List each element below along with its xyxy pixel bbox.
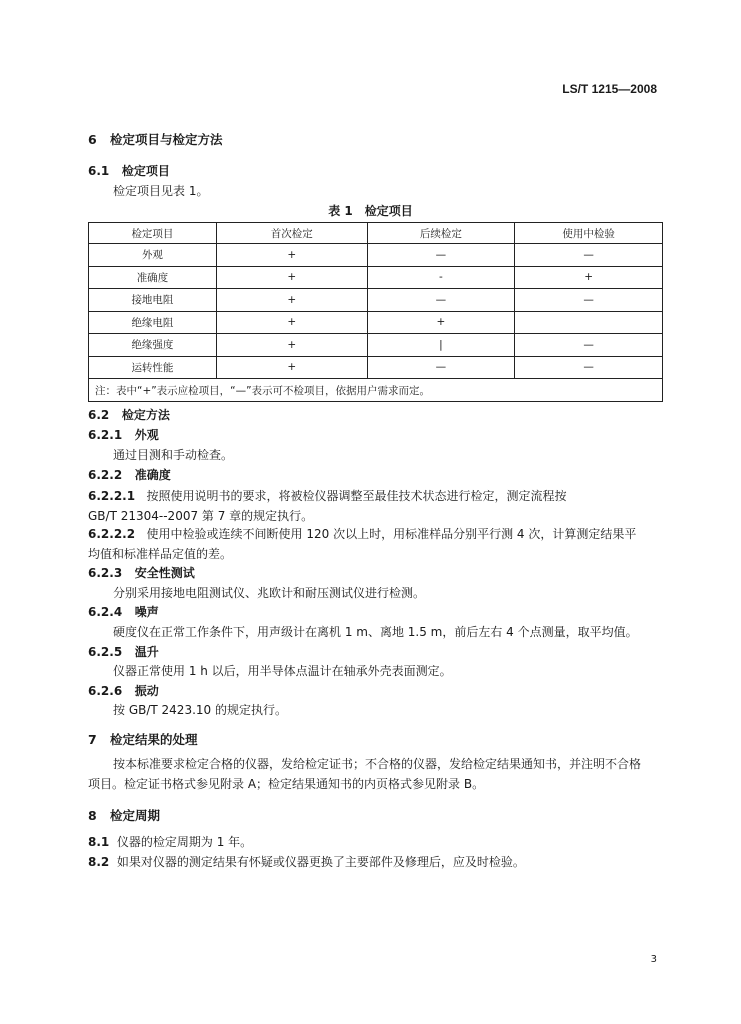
- paragraph-text: 如果对仪器的测定结果有怀疑或仪器更换了主要部件及修理后，应及时检验。: [116, 855, 525, 869]
- table-cell: +: [515, 266, 663, 289]
- section-number: 6.2.2: [88, 468, 123, 482]
- table-row: [89, 266, 663, 289]
- section-6-2-1-text: 通过目测和手动检查。: [113, 448, 234, 462]
- section-6-2-3-heading: [88, 564, 195, 581]
- section-6-2-5-text: 仪器正常使用 1 h 以后，用半导体点温计在轴承外壳表面测定。: [113, 664, 452, 678]
- section-number: 6: [88, 132, 97, 147]
- section-title: 检定方法: [121, 408, 170, 422]
- section-number: 6.1: [88, 164, 110, 178]
- section-6-2-2-1-line1: [88, 487, 567, 504]
- table-header-row: [89, 223, 663, 244]
- section-number: 6.2.5: [88, 645, 123, 659]
- section-7-line1: 按本标准要求检定合格的仪器，发给检定证书；不合格的仪器，发给检定结果通知书，并注明不合格: [113, 757, 642, 771]
- section-title: 检定项目: [121, 164, 170, 178]
- section-title: 检定结果的处理: [110, 732, 198, 747]
- section-number: 8: [88, 808, 97, 823]
- section-7-heading: [88, 730, 198, 748]
- section-7-line2: 项目。检定证书格式参见附录 A；检定结果通知书的内页格式参见附录 B。: [88, 777, 485, 791]
- section-6-2-heading: [88, 406, 170, 423]
- section-6-2-5-heading: [88, 643, 159, 660]
- section-6-2-6-heading: [88, 682, 159, 699]
- table-row: [89, 356, 663, 379]
- section-title: 检定项目与检定方法: [110, 132, 223, 147]
- section-8-2: [88, 853, 525, 870]
- table-row: [89, 334, 663, 357]
- section-number: 8.2: [88, 855, 110, 869]
- section-8-1: [88, 833, 252, 850]
- section-6-2-2-heading: [88, 466, 171, 483]
- section-6-2-2-2-line1: [88, 525, 636, 542]
- column-header: 检定项目: [89, 223, 217, 244]
- section-number: 6.2: [88, 408, 110, 422]
- table-cell-item: 运转性能: [89, 356, 217, 379]
- section-title: 安全性测试: [134, 566, 195, 580]
- section-title: 噪声: [134, 605, 159, 619]
- table-cell: +: [216, 266, 367, 289]
- section-number: 6.2.1: [88, 428, 123, 442]
- table-cell-item: 绝缘强度: [89, 334, 217, 357]
- section-number: 6.2.4: [88, 605, 123, 619]
- section-6-2-4-heading: [88, 603, 159, 620]
- table-cell-item: 绝缘电阻: [89, 311, 217, 334]
- table-cell: —: [515, 356, 663, 379]
- table-cell: —: [515, 334, 663, 357]
- inspection-items-table: [88, 222, 663, 402]
- section-title: 检定周期: [110, 808, 161, 823]
- section-6-2-6-text: 按 GB/T 2423.10 的规定执行。: [113, 703, 287, 717]
- section-number: 6.2.2.1: [88, 489, 136, 503]
- paragraph-text: 仪器的检定周期为 1 年。: [116, 835, 253, 849]
- table-row: [89, 244, 663, 267]
- section-6-2-3-text: 分别采用接地电阻测试仪、兆欧计和耐压测试仪进行检测。: [113, 586, 426, 600]
- table-cell: —: [515, 289, 663, 312]
- table-cell: +: [216, 356, 367, 379]
- section-title: 温升: [134, 645, 159, 659]
- table-cell: +: [216, 289, 367, 312]
- table-cell: +: [216, 334, 367, 357]
- section-number: 8.1: [88, 835, 110, 849]
- table-cell-item: 外观: [89, 244, 217, 267]
- section-6-1-text: 检定项目见表 1。: [113, 184, 209, 198]
- paragraph-text: 按照使用说明书的要求，将被检仪器调整至最佳技术状态进行检定，测定流程按: [146, 489, 567, 503]
- table-note: 注：表中“+”表示应检项目，“—”表示可不检项目，依据用户需求而定。: [89, 379, 663, 402]
- standard-code: LS/T 1215—2008: [562, 82, 657, 96]
- table-cell: +: [216, 311, 367, 334]
- section-number: 6.2.6: [88, 684, 123, 698]
- table-note-row: [89, 379, 663, 402]
- section-6-2-2-1-line2: GB/T 21304--2007 第 7 章的规定执行。: [88, 509, 314, 523]
- column-header: 后续检定: [367, 223, 515, 244]
- section-6-2-1-heading: [88, 426, 159, 443]
- section-8-heading: [88, 806, 160, 824]
- section-title: 外观: [134, 428, 159, 442]
- section-title: 准确度: [134, 468, 171, 482]
- table-row: [89, 289, 663, 312]
- table-cell: —: [367, 356, 515, 379]
- table-caption: 表 1 检定项目: [328, 204, 413, 218]
- table-cell: +: [216, 244, 367, 267]
- table-cell: [515, 311, 663, 334]
- table-cell-item: 接地电阻: [89, 289, 217, 312]
- column-header: 首次检定: [216, 223, 367, 244]
- table-cell: |: [367, 334, 515, 357]
- paragraph-text: 使用中检验或连续不间断使用 120 次以上时，用标准样品分别平行测 4 次，计算测定结果平: [146, 527, 637, 541]
- section-6-1-heading: [88, 162, 170, 179]
- section-6-heading: [88, 130, 223, 148]
- section-6-2-4-text: 硬度仪在正常工作条件下，用声级计在离机 1 m、离地 1.5 m，前后左右 4 个点测量，取平均值。: [113, 625, 638, 639]
- section-number: 7: [88, 732, 97, 747]
- section-6-2-2-2-line2: 均值和标准样品定值的差。: [88, 547, 233, 561]
- table-cell: —: [367, 244, 515, 267]
- table-cell: —: [515, 244, 663, 267]
- table-row: [89, 311, 663, 334]
- table-cell: -: [367, 266, 515, 289]
- section-number: 6.2.2.2: [88, 527, 136, 541]
- page-number: 3: [650, 954, 657, 965]
- table-cell-item: 准确度: [89, 266, 217, 289]
- section-title: 振动: [134, 684, 159, 698]
- column-header: 使用中检验: [515, 223, 663, 244]
- section-number: 6.2.3: [88, 566, 123, 580]
- table-cell: +: [367, 311, 515, 334]
- table-cell: —: [367, 289, 515, 312]
